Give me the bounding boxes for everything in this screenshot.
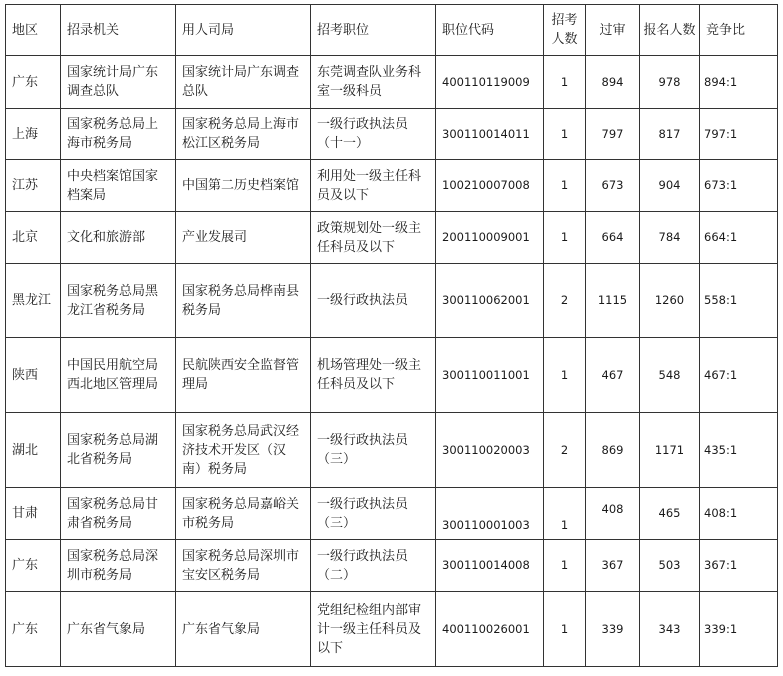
cell-quota: 1 <box>544 338 586 413</box>
cell-region: 广东 <box>6 592 61 667</box>
cell-applicants: 548 <box>640 338 700 413</box>
header-ratio: 竞争比 <box>700 5 778 56</box>
cell-position: 一级行政执法员（二） <box>311 540 436 592</box>
cell-applicants: 904 <box>640 160 700 212</box>
cell-department: 中国第二历史档案馆 <box>176 160 311 212</box>
cell-quota: 1 <box>544 488 586 540</box>
cell-quota: 1 <box>544 160 586 212</box>
cell-ratio: 558:1 <box>700 264 778 338</box>
cell-ratio: 435:1 <box>700 413 778 488</box>
header-code: 职位代码 <box>436 5 544 56</box>
cell-quota: 2 <box>544 413 586 488</box>
table-row <box>6 109 778 160</box>
cell-ratio: 673:1 <box>700 160 778 212</box>
table-row <box>6 413 778 488</box>
cell-department: 国家税务总局桦南县税务局 <box>176 264 311 338</box>
cell-position: 一级行政执法员（十一） <box>311 109 436 160</box>
table-row <box>6 264 778 338</box>
cell-code: 300110014011 <box>436 109 544 160</box>
cell-applicants: 1260 <box>640 264 700 338</box>
cell-agency: 中央档案馆国家档案局 <box>61 160 176 212</box>
cell-passed: 664 <box>586 212 640 264</box>
cell-passed: 894 <box>586 56 640 109</box>
cell-region: 甘肃 <box>6 488 61 540</box>
header-row <box>6 5 778 56</box>
cell-position: 利用处一级主任科员及以下 <box>311 160 436 212</box>
cell-region: 上海 <box>6 109 61 160</box>
cell-ratio: 408:1 <box>700 488 778 540</box>
table-row <box>6 592 778 667</box>
table-row <box>6 56 778 109</box>
cell-position: 政策规划处一级主任科员及以下 <box>311 212 436 264</box>
cell-department: 国家税务总局武汉经济技术开发区（汉南）税务局 <box>176 413 311 488</box>
header-agency: 招录机关 <box>61 5 176 56</box>
header-applicants: 报名人数 <box>640 5 700 56</box>
cell-agency: 广东省气象局 <box>61 592 176 667</box>
cell-ratio: 664:1 <box>700 212 778 264</box>
cell-passed: 869 <box>586 413 640 488</box>
cell-code: 300110062001 <box>436 264 544 338</box>
cell-position: 东莞调查队业务科室一级科员 <box>311 56 436 109</box>
cell-code: 400110026001 <box>436 592 544 667</box>
cell-ratio: 797:1 <box>700 109 778 160</box>
cell-department: 国家税务总局上海市松江区税务局 <box>176 109 311 160</box>
cell-region: 黑龙江 <box>6 264 61 338</box>
cell-quota: 2 <box>544 264 586 338</box>
cell-code: 300110020003 <box>436 413 544 488</box>
cell-position: 一级行政执法员 <box>311 264 436 338</box>
cell-passed: 339 <box>586 592 640 667</box>
cell-ratio: 467:1 <box>700 338 778 413</box>
cell-department: 民航陕西安全监督管理局 <box>176 338 311 413</box>
cell-position: 机场管理处一级主任科员及以下 <box>311 338 436 413</box>
cell-applicants: 1171 <box>640 413 700 488</box>
cell-applicants: 465 <box>640 488 700 540</box>
cell-department: 广东省气象局 <box>176 592 311 667</box>
table-row <box>6 338 778 413</box>
cell-agency: 国家税务总局湖北省税务局 <box>61 413 176 488</box>
cell-passed: 1115 <box>586 264 640 338</box>
cell-agency: 中国民用航空局西北地区管理局 <box>61 338 176 413</box>
cell-region: 江苏 <box>6 160 61 212</box>
cell-region: 北京 <box>6 212 61 264</box>
cell-passed: 408 <box>586 488 640 540</box>
cell-passed: 797 <box>586 109 640 160</box>
cell-agency: 国家税务总局深圳市税务局 <box>61 540 176 592</box>
cell-agency: 国家税务总局黑龙江省税务局 <box>61 264 176 338</box>
header-region: 地区 <box>6 5 61 56</box>
cell-agency: 国家税务总局上海市税务局 <box>61 109 176 160</box>
cell-position: 党组纪检组内部审计一级主任科员及以下 <box>311 592 436 667</box>
cell-code: 100210007008 <box>436 160 544 212</box>
cell-code: 400110119009 <box>436 56 544 109</box>
table-row <box>6 540 778 592</box>
cell-agency: 国家统计局广东调查总队 <box>61 56 176 109</box>
cell-department: 国家税务总局嘉峪关市税务局 <box>176 488 311 540</box>
header-passed: 过审 <box>586 5 640 56</box>
cell-ratio: 894:1 <box>700 56 778 109</box>
cell-department: 国家统计局广东调查总队 <box>176 56 311 109</box>
cell-region: 湖北 <box>6 413 61 488</box>
cell-code: 300110014008 <box>436 540 544 592</box>
cell-quota: 1 <box>544 109 586 160</box>
cell-ratio: 339:1 <box>700 592 778 667</box>
cell-quota: 1 <box>544 540 586 592</box>
cell-applicants: 817 <box>640 109 700 160</box>
cell-quota: 1 <box>544 56 586 109</box>
cell-passed: 367 <box>586 540 640 592</box>
header-quota: 招考人数 <box>544 5 586 56</box>
cell-code: 300110001003 <box>436 488 544 540</box>
cell-position: 一级行政执法员（三） <box>311 413 436 488</box>
cell-region: 广东 <box>6 540 61 592</box>
cell-applicants: 503 <box>640 540 700 592</box>
civil-service-table <box>5 4 778 667</box>
cell-ratio: 367:1 <box>700 540 778 592</box>
cell-applicants: 343 <box>640 592 700 667</box>
cell-agency: 文化和旅游部 <box>61 212 176 264</box>
cell-region: 广东 <box>6 56 61 109</box>
cell-passed: 673 <box>586 160 640 212</box>
cell-applicants: 784 <box>640 212 700 264</box>
cell-quota: 1 <box>544 212 586 264</box>
table-row <box>6 212 778 264</box>
table-row <box>6 488 778 540</box>
header-position: 招考职位 <box>311 5 436 56</box>
cell-applicants: 978 <box>640 56 700 109</box>
cell-code: 300110011001 <box>436 338 544 413</box>
cell-agency: 国家税务总局甘肃省税务局 <box>61 488 176 540</box>
table-row <box>6 160 778 212</box>
header-department: 用人司局 <box>176 5 311 56</box>
cell-department: 产业发展司 <box>176 212 311 264</box>
cell-region: 陕西 <box>6 338 61 413</box>
cell-passed: 467 <box>586 338 640 413</box>
cell-code: 200110009001 <box>436 212 544 264</box>
cell-department: 国家税务总局深圳市宝安区税务局 <box>176 540 311 592</box>
cell-position: 一级行政执法员（三） <box>311 488 436 540</box>
cell-quota: 1 <box>544 592 586 667</box>
